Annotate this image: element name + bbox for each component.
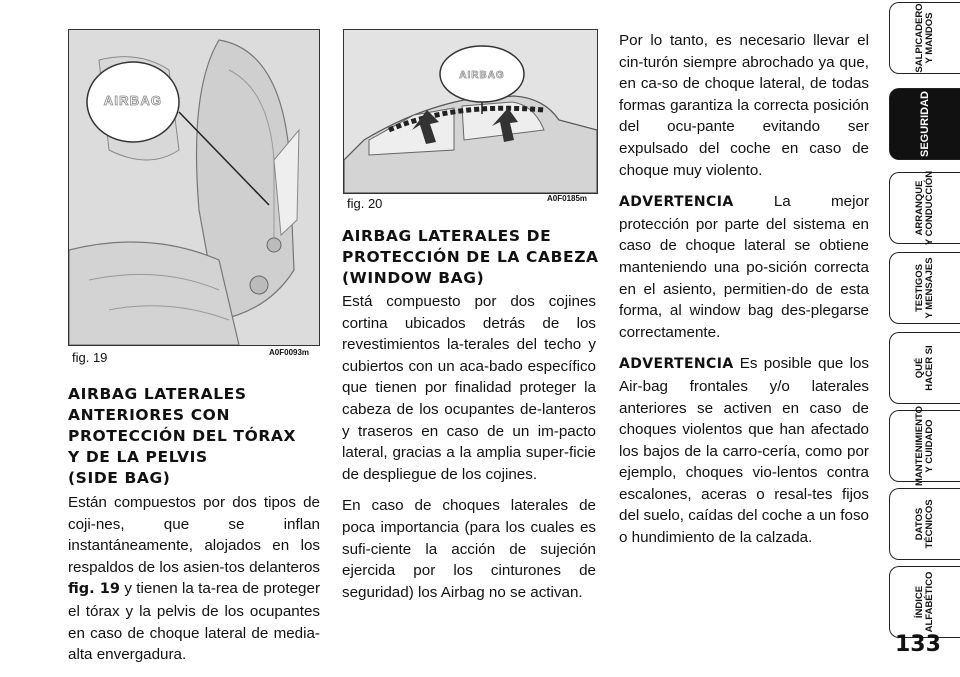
warning-paragraph-2 <box>619 353 869 548</box>
tab-label: ARRANQUE Y CONDUCCIÓN <box>914 170 935 246</box>
section-side-bag-body <box>68 492 320 676</box>
figure-20-window-airbag <box>343 29 598 194</box>
tab-testigos[interactable] <box>889 252 960 324</box>
tab-label: ÍNDICE ALFABÉTICO <box>914 571 935 633</box>
figure-19-code: A0F0093m <box>269 348 310 357</box>
tab-label: QUÉ HACER SI <box>914 345 935 391</box>
warning-label: ADVERTENCIA <box>619 194 734 211</box>
tab-label: SALPICADERO Y MANDOS <box>914 3 935 73</box>
tab-label: MANTENIMIENTO Y CUIDADO <box>914 405 935 487</box>
tab-que-hacer[interactable] <box>889 332 960 404</box>
tab-seguridad[interactable] <box>889 88 960 160</box>
warning-paragraph-1 <box>619 191 869 343</box>
chapter-tabs <box>889 0 960 677</box>
body-text: Están compuestos por dos tipos de coji-nes, que se inflan instantáneamente, alojados en los respaldos de los asien-tos delanteros <box>68 494 320 576</box>
body-text: y tienen la ta-rea de proteger el tórax y la pelvis de los ocupantes en caso de choque lateral de media-alta envergadura. <box>68 580 320 664</box>
heading-line: (SIDE BAG) <box>68 469 171 487</box>
car-side-illustration <box>344 30 597 193</box>
seatbelt-paragraph: Por lo tanto, es necesario llevar el cin-turón siempre abrochado ya que, en ca-so de choque lateral, de todas formas garantiza la correcta posición del ocu-pante evitando ser expulsado del coche en caso de choque muy violento. <box>619 32 869 179</box>
section-side-bag-heading <box>68 384 328 489</box>
tab-label: DATOS TÉCNICOS <box>914 499 935 549</box>
heading-line: AIRBAG LATERALES DE <box>342 227 552 245</box>
heading-line: PROTECCIÓN DE LA CABEZA <box>342 248 599 266</box>
tab-label: SEGURIDAD <box>919 90 931 158</box>
seat-illustration <box>69 30 319 345</box>
figure-19-seat-airbag <box>68 29 320 346</box>
tab-datos-tecnicos[interactable] <box>889 488 960 560</box>
window-airbag-callout-label: AIRBAG <box>459 70 505 81</box>
figure-19-caption: fig. 19 <box>72 350 108 365</box>
tab-label: TESTIGOS Y MENSAJES <box>914 257 935 319</box>
warning-text: La mejor protección por parte del sistema en caso de choque lateral se obtiene manteniendo una po-sición correcta en el asiento, permitien-do de esta forma, al window bag des-plegarse correctamente. <box>619 193 869 341</box>
section-window-bag-heading <box>342 226 602 289</box>
airbag-callout-label: AIRBAG <box>103 93 163 108</box>
warning-text: Es posible que los Air-bag frontales y/o laterales anteriores se activen en caso de choques violentos que han afectado los bajos de la carro-cería, como por ejemplo, choques vio-lentos contra escalones, aceras o resal-tes fijos del suelo, caídas del coche a un foso o hundimiento de la calzada. <box>619 355 869 547</box>
column-three-body <box>619 30 869 559</box>
side-bag-paragraph <box>68 492 320 666</box>
figure-20-code: A0F0185m <box>547 194 588 203</box>
heading-line: Y DE LA PELVIS <box>68 448 208 466</box>
tab-indice[interactable] <box>889 566 960 638</box>
heading-line: PROTECCIÓN DEL TÓRAX <box>68 427 297 445</box>
tab-salpicadero[interactable] <box>889 2 960 74</box>
heading-line: (WINDOW BAG) <box>342 269 485 287</box>
tab-arranque[interactable] <box>889 172 960 244</box>
heading-line: ANTERIORES CON <box>68 406 231 424</box>
window-bag-paragraph-2: En caso de choques laterales de poca importancia (para los cuales es sufi-ciente la acción de sujeción ejercida por los cinturones de seguridad) los Airbag no se activan. <box>342 497 596 601</box>
heading-line: AIRBAG LATERALES <box>68 385 247 403</box>
tab-mantenimiento[interactable] <box>889 405 960 487</box>
figure-20-caption: fig. 20 <box>347 196 383 211</box>
figure-reference: fig. 19 <box>68 581 120 598</box>
warning-label: ADVERTENCIA <box>619 356 734 373</box>
section-window-bag-body <box>342 291 596 613</box>
page-number: 133 <box>895 632 941 657</box>
window-bag-paragraph-1: Está compuesto por dos cojines cortina ubicados detrás de los revestimientos la-terales del techo y cubiertos con un aca-bado específico que tienen por finalidad proteger la cabeza de los ocupantes de-lanteros y traseros en caso de un im-pacto lateral, gracias a la amplia super-ficie de despliegue de los cojines. <box>342 293 596 483</box>
